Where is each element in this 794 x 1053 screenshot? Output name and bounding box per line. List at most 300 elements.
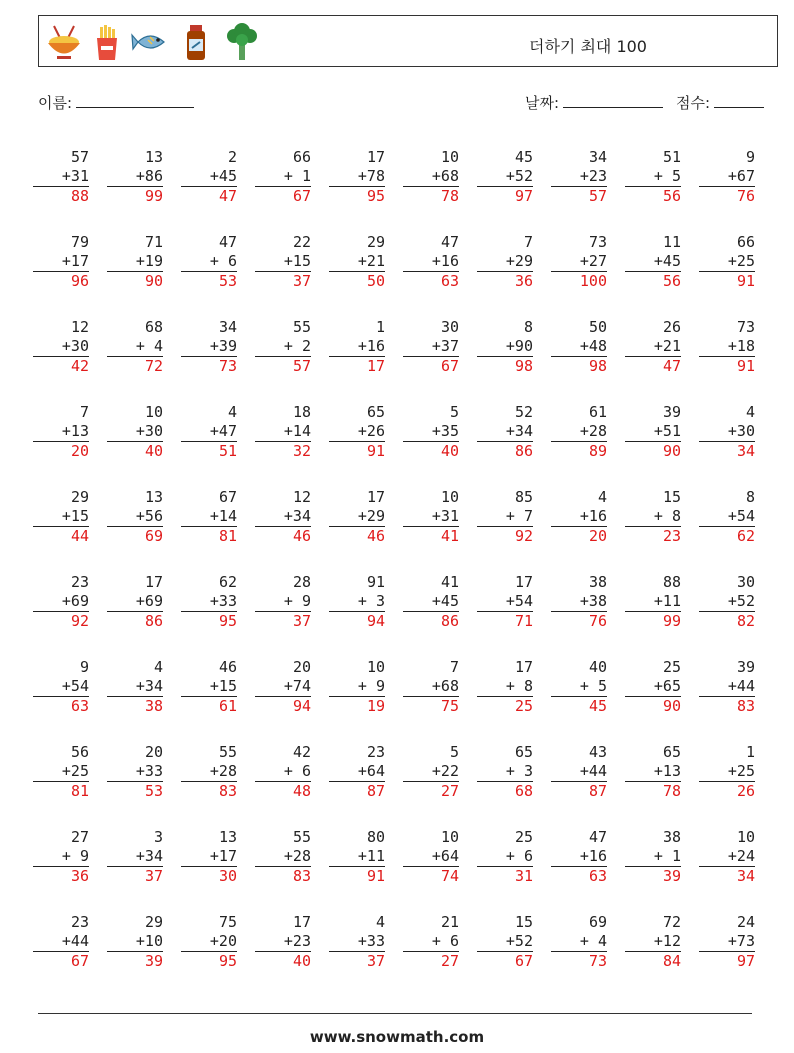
- addend-bottom: +73: [699, 932, 755, 952]
- addend-top: 18: [292, 403, 311, 421]
- addition-problem: [403, 573, 459, 631]
- addend-top: 38: [662, 828, 681, 846]
- addition-problem: [477, 403, 533, 461]
- addend-bottom: + 9: [33, 847, 89, 867]
- addend-top: 91: [366, 573, 385, 591]
- addition-problem: [33, 148, 89, 206]
- addition-problem: [477, 828, 533, 886]
- addend-top: 51: [662, 148, 681, 166]
- addend-top: 23: [70, 913, 89, 931]
- addend-bottom: + 6: [181, 252, 237, 272]
- addend-top: 55: [292, 318, 311, 336]
- addend-bottom: +45: [403, 592, 459, 612]
- addend-bottom: +25: [699, 762, 755, 782]
- addition-problem: [403, 233, 459, 291]
- addend-top: 34: [218, 318, 237, 336]
- addition-problem: [255, 658, 311, 716]
- addend-bottom: +26: [329, 422, 385, 442]
- addend-bottom: + 9: [255, 592, 311, 612]
- addition-problem: [699, 743, 755, 801]
- addend-top: 11: [662, 233, 681, 251]
- addition-problem: [107, 233, 163, 291]
- answer: 83: [292, 867, 311, 885]
- addition-problem: [625, 403, 681, 461]
- addend-bottom: +25: [33, 762, 89, 782]
- addend-top: 38: [588, 573, 607, 591]
- addend-bottom: +39: [181, 337, 237, 357]
- addend-top: 17: [514, 573, 533, 591]
- addend-bottom: +20: [181, 932, 237, 952]
- addition-problem: [107, 743, 163, 801]
- addition-problem: [403, 658, 459, 716]
- addend-top: 57: [70, 148, 89, 166]
- addend-top: 42: [292, 743, 311, 761]
- addition-problem: [255, 743, 311, 801]
- addition-problem: [107, 318, 163, 376]
- addend-bottom: +34: [107, 847, 163, 867]
- addition-problem: [255, 573, 311, 631]
- answer: 76: [736, 187, 755, 205]
- addition-problem: [329, 488, 385, 546]
- jar-icon: [176, 22, 216, 62]
- answer: 20: [70, 442, 89, 460]
- addend-top: 5: [449, 403, 459, 421]
- score-field: [676, 92, 764, 113]
- addition-problem: [33, 743, 89, 801]
- addition-problem: [477, 233, 533, 291]
- addition-problem: [255, 233, 311, 291]
- addition-problem: [329, 233, 385, 291]
- addend-top: 17: [514, 658, 533, 676]
- addend-top: 29: [366, 233, 385, 251]
- addend-top: 7: [79, 403, 89, 421]
- answer: 83: [218, 782, 237, 800]
- name-field: [38, 92, 194, 113]
- addend-top: 4: [153, 658, 163, 676]
- addend-bottom: +69: [33, 592, 89, 612]
- addition-problem: [255, 403, 311, 461]
- addend-bottom: +25: [699, 252, 755, 272]
- addend-bottom: + 4: [107, 337, 163, 357]
- answer: 42: [70, 357, 89, 375]
- answer: 71: [514, 612, 533, 630]
- answer: 73: [588, 952, 607, 970]
- answer: 25: [514, 697, 533, 715]
- addend-top: 50: [588, 318, 607, 336]
- answer: 62: [736, 527, 755, 545]
- date-blank[interactable]: [563, 92, 663, 108]
- addend-top: 29: [70, 488, 89, 506]
- addition-problem: [329, 828, 385, 886]
- addend-bottom: +33: [107, 762, 163, 782]
- addend-top: 62: [218, 573, 237, 591]
- addend-top: 9: [79, 658, 89, 676]
- addition-problem: [699, 913, 755, 971]
- addition-problem: [33, 403, 89, 461]
- addend-bottom: +30: [33, 337, 89, 357]
- addend-top: 1: [375, 318, 385, 336]
- addend-bottom: +34: [107, 677, 163, 697]
- addend-top: 45: [514, 148, 533, 166]
- addend-bottom: +69: [107, 592, 163, 612]
- addend-bottom: + 5: [625, 167, 681, 187]
- name-label: 이름:: [38, 94, 73, 112]
- addend-top: 39: [736, 658, 755, 676]
- addition-problem: [625, 828, 681, 886]
- addend-top: 20: [292, 658, 311, 676]
- answer: 51: [218, 442, 237, 460]
- answer: 91: [736, 357, 755, 375]
- addend-top: 69: [588, 913, 607, 931]
- addition-problem: [477, 743, 533, 801]
- addend-bottom: + 2: [255, 337, 311, 357]
- addition-problem: [625, 488, 681, 546]
- answer: 63: [440, 272, 459, 290]
- addend-top: 23: [70, 573, 89, 591]
- addend-top: 47: [588, 828, 607, 846]
- addend-top: 68: [144, 318, 163, 336]
- answer: 56: [662, 272, 681, 290]
- addition-problem: [551, 318, 607, 376]
- answer: 56: [662, 187, 681, 205]
- answer: 89: [588, 442, 607, 460]
- addition-problem: [403, 743, 459, 801]
- answer: 91: [736, 272, 755, 290]
- score-blank[interactable]: [714, 92, 764, 108]
- addend-top: 67: [218, 488, 237, 506]
- addition-problem: [551, 828, 607, 886]
- addend-top: 4: [597, 488, 607, 506]
- addend-bottom: +28: [181, 762, 237, 782]
- worksheet-title: 더하기 최대 100: [529, 37, 647, 56]
- addend-top: 2: [227, 148, 237, 166]
- addend-top: 29: [144, 913, 163, 931]
- answer: 67: [70, 952, 89, 970]
- answer: 40: [292, 952, 311, 970]
- addend-top: 10: [440, 488, 459, 506]
- addend-top: 56: [70, 743, 89, 761]
- addend-bottom: +90: [477, 337, 533, 357]
- answer: 78: [440, 187, 459, 205]
- addend-top: 24: [736, 913, 755, 931]
- answer: 39: [662, 867, 681, 885]
- addend-bottom: +27: [551, 252, 607, 272]
- addition-problem: [699, 148, 755, 206]
- answer: 90: [662, 697, 681, 715]
- answer: 98: [588, 357, 607, 375]
- addend-bottom: +12: [625, 932, 681, 952]
- addend-top: 80: [366, 828, 385, 846]
- answer: 53: [218, 272, 237, 290]
- answer: 23: [662, 527, 681, 545]
- addend-bottom: + 1: [255, 167, 311, 187]
- addition-problem: [625, 233, 681, 291]
- addend-top: 34: [588, 148, 607, 166]
- addend-top: 4: [227, 403, 237, 421]
- answer: 97: [514, 187, 533, 205]
- addend-bottom: + 6: [403, 932, 459, 952]
- addend-top: 1: [745, 743, 755, 761]
- addition-problem: [255, 828, 311, 886]
- header-box: [38, 15, 778, 67]
- addend-bottom: +44: [551, 762, 607, 782]
- name-blank[interactable]: [76, 92, 194, 108]
- addition-problem: [477, 658, 533, 716]
- addend-bottom: +23: [551, 167, 607, 187]
- answer: 26: [736, 782, 755, 800]
- addend-top: 39: [662, 403, 681, 421]
- answer: 82: [736, 612, 755, 630]
- answer: 95: [366, 187, 385, 205]
- addend-top: 55: [218, 743, 237, 761]
- addend-top: 25: [662, 658, 681, 676]
- addend-bottom: + 4: [551, 932, 607, 952]
- addend-top: 46: [218, 658, 237, 676]
- answer: 31: [514, 867, 533, 885]
- addend-bottom: +15: [181, 677, 237, 697]
- addend-bottom: + 6: [255, 762, 311, 782]
- answer: 50: [366, 272, 385, 290]
- addend-top: 66: [736, 233, 755, 251]
- addend-bottom: +54: [33, 677, 89, 697]
- addend-bottom: +56: [107, 507, 163, 527]
- addition-problem: [699, 233, 755, 291]
- addend-bottom: +15: [255, 252, 311, 272]
- addition-problem: [329, 658, 385, 716]
- addend-top: 25: [514, 828, 533, 846]
- answer: 91: [366, 867, 385, 885]
- answer: 94: [292, 697, 311, 715]
- addition-problem: [107, 658, 163, 716]
- addend-bottom: +35: [403, 422, 459, 442]
- addend-top: 13: [218, 828, 237, 846]
- addend-bottom: +33: [329, 932, 385, 952]
- addend-top: 22: [292, 233, 311, 251]
- addend-bottom: + 8: [625, 507, 681, 527]
- addend-top: 17: [366, 488, 385, 506]
- answer: 34: [736, 867, 755, 885]
- addend-top: 85: [514, 488, 533, 506]
- addition-problem: [551, 913, 607, 971]
- addend-top: 10: [440, 148, 459, 166]
- addend-bottom: +45: [625, 252, 681, 272]
- addend-top: 9: [745, 148, 755, 166]
- answer: 37: [292, 612, 311, 630]
- addend-bottom: +31: [403, 507, 459, 527]
- addend-bottom: +65: [625, 677, 681, 697]
- addend-top: 65: [514, 743, 533, 761]
- addition-problem: [181, 573, 237, 631]
- answer: 68: [514, 782, 533, 800]
- addition-problem: [699, 488, 755, 546]
- addend-bottom: +13: [625, 762, 681, 782]
- answer: 37: [144, 867, 163, 885]
- answer: 76: [588, 612, 607, 630]
- addend-bottom: +34: [255, 507, 311, 527]
- addition-problem: [107, 403, 163, 461]
- addend-top: 28: [292, 573, 311, 591]
- addend-bottom: +48: [551, 337, 607, 357]
- addend-bottom: +14: [255, 422, 311, 442]
- addend-bottom: +22: [403, 762, 459, 782]
- answer: 81: [70, 782, 89, 800]
- addend-top: 73: [736, 318, 755, 336]
- addition-problem: [625, 658, 681, 716]
- answer: 72: [144, 357, 163, 375]
- addend-bottom: +54: [477, 592, 533, 612]
- addend-bottom: +19: [107, 252, 163, 272]
- answer: 63: [588, 867, 607, 885]
- answer: 57: [588, 187, 607, 205]
- addend-bottom: +64: [329, 762, 385, 782]
- addend-top: 47: [218, 233, 237, 251]
- addition-problem: [181, 403, 237, 461]
- answer: 40: [440, 442, 459, 460]
- answer: 90: [662, 442, 681, 460]
- addend-bottom: +30: [699, 422, 755, 442]
- french-fries-icon: [87, 22, 127, 62]
- answer: 53: [144, 782, 163, 800]
- addition-problem: [107, 913, 163, 971]
- addend-top: 30: [736, 573, 755, 591]
- addend-bottom: +11: [625, 592, 681, 612]
- answer: 83: [736, 697, 755, 715]
- addend-top: 52: [514, 403, 533, 421]
- answer: 91: [366, 442, 385, 460]
- answer: 98: [514, 357, 533, 375]
- addend-bottom: +31: [33, 167, 89, 187]
- answer: 41: [440, 527, 459, 545]
- answer: 36: [70, 867, 89, 885]
- addition-problem: [551, 658, 607, 716]
- addend-top: 8: [523, 318, 533, 336]
- answer: 45: [588, 697, 607, 715]
- answer: 87: [366, 782, 385, 800]
- answer: 27: [440, 952, 459, 970]
- addend-top: 79: [70, 233, 89, 251]
- addition-problem: [477, 148, 533, 206]
- addition-problem: [551, 403, 607, 461]
- answer: 97: [736, 952, 755, 970]
- date-label: 날짜:: [525, 94, 560, 112]
- addition-problem: [625, 148, 681, 206]
- addition-problem: [477, 913, 533, 971]
- answer: 40: [144, 442, 163, 460]
- addend-top: 71: [144, 233, 163, 251]
- addend-top: 88: [662, 573, 681, 591]
- addend-top: 15: [514, 913, 533, 931]
- addend-bottom: +23: [255, 932, 311, 952]
- answer: 48: [292, 782, 311, 800]
- answer: 88: [70, 187, 89, 205]
- addend-top: 10: [736, 828, 755, 846]
- answer: 99: [662, 612, 681, 630]
- answer: 92: [514, 527, 533, 545]
- answer: 44: [70, 527, 89, 545]
- addend-bottom: +16: [551, 507, 607, 527]
- addend-top: 75: [218, 913, 237, 931]
- addend-top: 20: [144, 743, 163, 761]
- addition-problem: [181, 148, 237, 206]
- addend-bottom: +14: [181, 507, 237, 527]
- answer: 67: [514, 952, 533, 970]
- addend-bottom: +45: [181, 167, 237, 187]
- addition-problem: [551, 233, 607, 291]
- answer: 86: [440, 612, 459, 630]
- answer: 36: [514, 272, 533, 290]
- footer-divider: [38, 1013, 752, 1014]
- addend-top: 73: [588, 233, 607, 251]
- answer: 46: [366, 527, 385, 545]
- fish-icon: [130, 22, 170, 62]
- noodle-bowl-icon: [44, 22, 84, 62]
- addition-problem: [329, 318, 385, 376]
- addition-problem: [699, 573, 755, 631]
- addition-problem: [699, 658, 755, 716]
- addition-problem: [181, 488, 237, 546]
- addend-bottom: +28: [255, 847, 311, 867]
- addition-problem: [33, 913, 89, 971]
- addend-bottom: +51: [625, 422, 681, 442]
- addend-bottom: + 1: [625, 847, 681, 867]
- answer: 20: [588, 527, 607, 545]
- addend-bottom: +17: [33, 252, 89, 272]
- addition-problem: [625, 573, 681, 631]
- addend-top: 17: [144, 573, 163, 591]
- addend-bottom: +29: [477, 252, 533, 272]
- addend-top: 27: [70, 828, 89, 846]
- addend-top: 12: [292, 488, 311, 506]
- addition-problem: [551, 743, 607, 801]
- addend-bottom: +16: [329, 337, 385, 357]
- addition-problem: [181, 828, 237, 886]
- addition-problem: [699, 403, 755, 461]
- addend-top: 40: [588, 658, 607, 676]
- addition-problem: [403, 913, 459, 971]
- answer: 37: [292, 272, 311, 290]
- addition-problem: [403, 488, 459, 546]
- addend-top: 41: [440, 573, 459, 591]
- addend-top: 21: [440, 913, 459, 931]
- answer: 19: [366, 697, 385, 715]
- addend-top: 13: [144, 488, 163, 506]
- addend-bottom: +44: [699, 677, 755, 697]
- addition-problem: [33, 658, 89, 716]
- addend-top: 10: [440, 828, 459, 846]
- addend-bottom: +10: [107, 932, 163, 952]
- addend-bottom: +74: [255, 677, 311, 697]
- addition-problem: [181, 233, 237, 291]
- addition-problem: [477, 318, 533, 376]
- addition-problem: [181, 658, 237, 716]
- answer: 86: [514, 442, 533, 460]
- addend-bottom: + 3: [329, 592, 385, 612]
- answer: 46: [292, 527, 311, 545]
- addition-problem: [181, 318, 237, 376]
- addition-problem: [33, 318, 89, 376]
- addend-top: 17: [292, 913, 311, 931]
- addend-bottom: +86: [107, 167, 163, 187]
- addend-bottom: +16: [551, 847, 607, 867]
- addend-bottom: +17: [181, 847, 237, 867]
- addend-bottom: + 8: [477, 677, 533, 697]
- addition-problem: [33, 828, 89, 886]
- answer: 39: [144, 952, 163, 970]
- addend-bottom: +38: [551, 592, 607, 612]
- addition-problem: [403, 828, 459, 886]
- addend-bottom: +11: [329, 847, 385, 867]
- answer: 69: [144, 527, 163, 545]
